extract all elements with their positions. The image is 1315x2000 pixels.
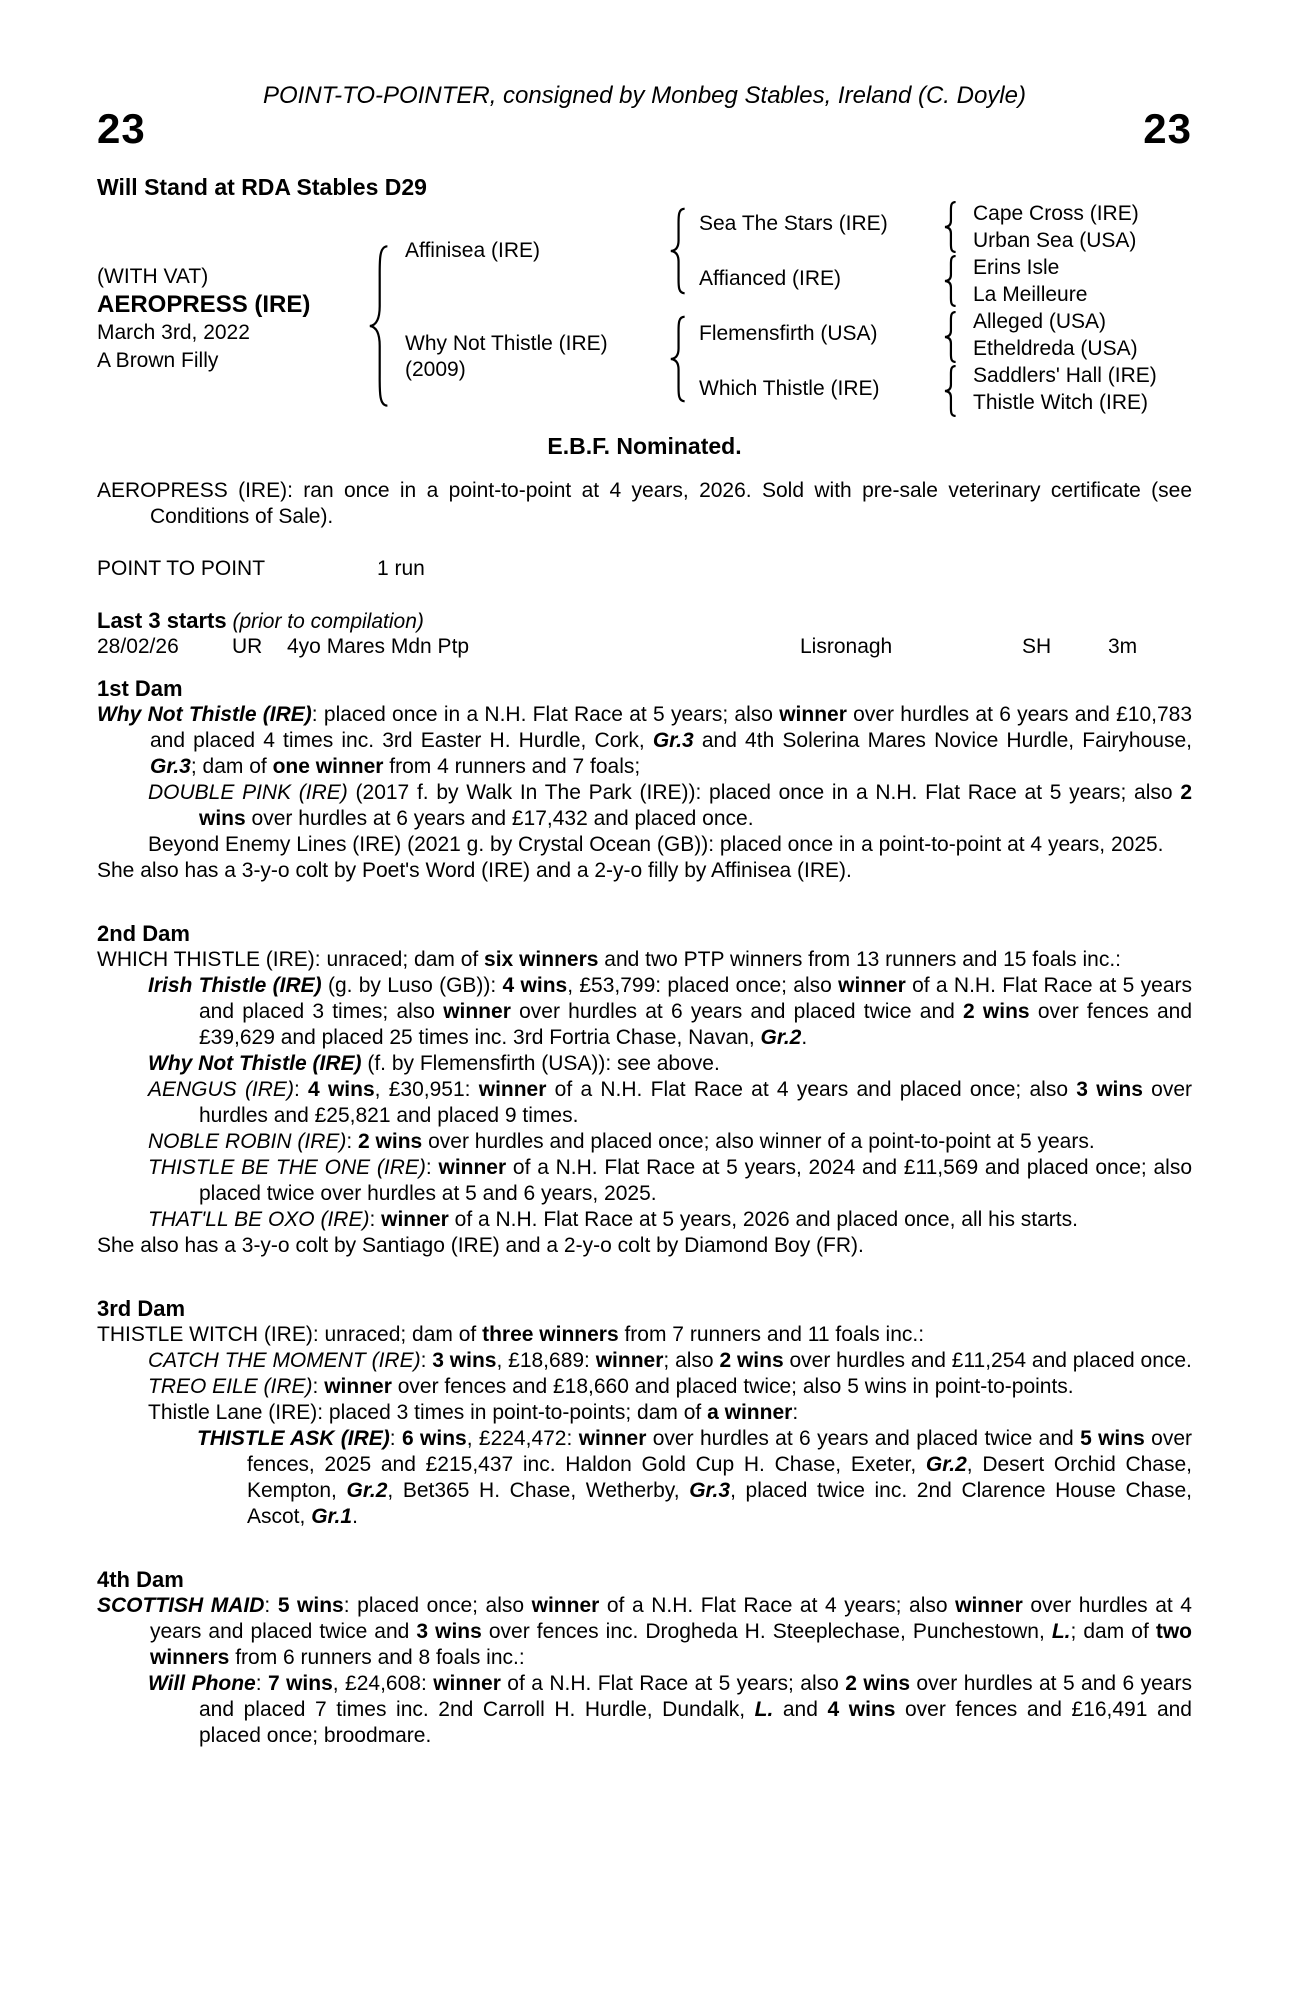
pedigree-brace-gen3-pair2 [942, 255, 959, 307]
pedigree-gen3-ancestor: Urban Sea (USA) [973, 229, 1137, 252]
pedigree-brace-gen3-pair1 [942, 201, 959, 253]
pedigree-paragraph [97, 1051, 1192, 1077]
text-run: from 6 runners and 8 foals inc.: [229, 1646, 525, 1669]
text-run: of a N.H. Flat Race at 4 years; also [599, 1594, 956, 1617]
text-run: 4 wins [827, 1698, 896, 1721]
text-run: from 4 runners and 7 foals; [383, 755, 641, 778]
lot-number-left: 23 [97, 105, 146, 152]
text-run: winner [838, 974, 906, 997]
text-run: Gr.2 [925, 1453, 967, 1476]
pedigree-paragraph [97, 858, 1192, 884]
pedigree-gen3-ancestor: Cape Cross (IRE) [973, 202, 1139, 225]
ebf-nomination-note: E.B.F. Nominated. [547, 433, 742, 459]
pedigree-gen3-ancestor: Etheldreda (USA) [973, 337, 1138, 360]
text-run: 5 wins [1080, 1427, 1145, 1450]
text-run: winner [381, 1208, 449, 1231]
text-run: over hurdles and £11,254 and placed once. [783, 1349, 1192, 1372]
page-title: POINT-TO-POINTER, consigned by Monbeg Stables, Ireland (C. Doyle) [263, 82, 1026, 109]
text-run: over hurdles at 4 years and placed twice and [150, 1594, 1192, 1643]
text-run: ; dam of [1070, 1620, 1156, 1643]
subject-colour-sex: A Brown Filly [97, 349, 219, 372]
text-run: : [312, 1375, 325, 1398]
text-run: : placed once; also [343, 1594, 532, 1617]
text-run: : [293, 1078, 309, 1101]
pedigree-sire: Affinisea (IRE) [405, 239, 540, 262]
pedigree-paragraph [97, 1233, 1192, 1259]
pedigree-paragraph [97, 1400, 1192, 1426]
text-run: SCOTTISH MAID [97, 1594, 265, 1617]
text-run: 4 wins [502, 974, 568, 997]
text-run: over hurdles at 6 years and £10,783 and placed 4 times inc. 3rd Easter H. Hurdle, Cork, [150, 703, 1192, 752]
pedigree-paragraph [97, 947, 1192, 973]
text-run: THISTLE ASK (IRE) [197, 1427, 390, 1450]
text-run: Will Phone [148, 1672, 256, 1695]
text-run: : [264, 1594, 278, 1617]
text-run: and [773, 1698, 828, 1721]
text-run: three winners [482, 1323, 619, 1346]
text-run: winner [324, 1375, 392, 1398]
pedigree-gen3-ancestor: Erins Isle [973, 256, 1060, 279]
text-run: She also has a 3-y-o colt by Santiago (IRE) and a 2-y-o colt by Diamond Boy (FR). [97, 1234, 864, 1257]
stand-location-note: Will Stand at RDA Stables D29 [97, 174, 427, 200]
text-run: AEROPRESS (IRE): ran once in a point-to-point at 4 years, 2026. Sold with pre-sale veterinary certificate (see Conditions of Sale). [97, 479, 1192, 528]
text-run: Gr.3 [150, 755, 191, 778]
text-run: over hurdles at 6 years and placed twice and [646, 1427, 1081, 1450]
text-run: over fences and £39,629 and placed 25 times inc. 3rd Fortria Chase, Navan, [199, 1000, 1193, 1049]
text-run: 5 wins [277, 1594, 344, 1617]
text-run: (2017 f. by Walk In The Park (IRE)): placed once in a N.H. Flat Race at 5 years; also [347, 781, 1181, 804]
text-run: Thistle Lane (IRE): placed 3 times in point-to-points; dam of [148, 1401, 708, 1424]
last-starts-heading [97, 608, 1192, 634]
text-run: , £24,608: [332, 1672, 434, 1695]
dam-heading: 1st Dam [97, 676, 183, 701]
text-run: Gr.3 [689, 1479, 731, 1502]
text-run: Gr.1 [311, 1505, 353, 1528]
text-run: WHICH THISTLE (IRE): unraced; dam of [97, 948, 485, 971]
start-race-name: 4yo Mares Mdn Ptp [287, 635, 470, 658]
text-run: L. [1051, 1620, 1071, 1643]
start-date: 28/02/26 [97, 635, 179, 658]
text-run: . [352, 1505, 358, 1528]
text-run: TREO EILE (IRE) [148, 1375, 313, 1398]
text-run: 2 wins [199, 781, 1192, 830]
text-run: winner [443, 1000, 511, 1023]
dam-section [97, 676, 1192, 884]
pedigree-dam [405, 331, 608, 383]
text-run: THAT'LL BE OXO (IRE) [148, 1208, 370, 1231]
pedigree-brace-sire [667, 207, 689, 295]
pedigree-paragraph [97, 1426, 1192, 1530]
text-run: : [369, 1208, 382, 1231]
last-starts-block [97, 608, 1192, 660]
text-run: , £18,689: [496, 1349, 596, 1372]
text-run: winner [595, 1349, 664, 1372]
dam-heading: 2nd Dam [97, 921, 190, 946]
start-distance: 3m [1108, 635, 1138, 658]
text-run: Gr.2 [760, 1026, 802, 1049]
text-run: ; also [663, 1349, 720, 1372]
dam-section [97, 1296, 1192, 1530]
text-run: of a N.H. Flat Race at 5 years and placed 3 times; also [199, 974, 1193, 1023]
text-run: : [346, 1130, 359, 1153]
text-run: (g. by Luso (GB)): [321, 974, 503, 997]
text-run: Gr.2 [346, 1479, 388, 1502]
text-run: a winner [707, 1401, 793, 1424]
text-run: two winners [150, 1620, 1192, 1669]
pedigree-gen2-dam-sire: Flemensfirth (USA) [699, 322, 878, 345]
text-run: : [389, 1427, 402, 1450]
text-run: winner [578, 1427, 647, 1450]
pedigree-paragraph [97, 780, 1192, 832]
text-run: : [792, 1401, 799, 1424]
text-run: over hurdles and placed once; also winner of a point-to-point at 5 years. [422, 1130, 1095, 1153]
text-run: over hurdles at 6 years and £17,432 and placed once. [245, 807, 754, 830]
text-run: winner [478, 1078, 547, 1101]
pedigree-paragraph [97, 832, 1192, 858]
pedigree-dam-name: Why Not Thistle (IRE) [405, 332, 608, 355]
pedigree-gen2-sire-dam: Affianced (IRE) [699, 267, 842, 290]
text-run: Gr.3 [652, 729, 694, 752]
text-run: DOUBLE PINK (IRE) [148, 781, 348, 804]
text-run: Irish Thistle (IRE) [148, 974, 322, 997]
vat-note: (WITH VAT) [97, 265, 209, 288]
text-run: six winners [484, 948, 599, 971]
text-run: 3 wins [1076, 1078, 1143, 1101]
text-run: of a N.H. Flat Race at 5 years, 2024 and £11,569 and placed once; also placed twice over hurdles at 5 and 6 years, 2025. [199, 1156, 1193, 1205]
pedigree-paragraph [97, 1671, 1192, 1749]
pedigree-gen2-dam-dam: Which Thistle (IRE) [699, 377, 880, 400]
pedigree-paragraph [97, 702, 1192, 780]
dam-heading: 3rd Dam [97, 1296, 186, 1321]
record-run-count: 1 run [377, 557, 425, 580]
pedigree-brace-dam [667, 315, 689, 403]
pedigree-gen3-ancestor: Thistle Witch (IRE) [973, 391, 1149, 414]
pedigree-dam-year: (2009) [405, 358, 466, 381]
subject-foaling-date: March 3rd, 2022 [97, 321, 250, 344]
subject-block [97, 263, 310, 375]
lot-number-right: 23 [1143, 105, 1192, 152]
text-run: winner [438, 1156, 507, 1179]
text-run: THISTLE WITCH (IRE): unraced; dam of [97, 1323, 483, 1346]
text-run: , Bet365 H. Chase, Wetherby, [387, 1479, 690, 1502]
text-run: : [420, 1349, 433, 1372]
pedigree-paragraph [97, 1207, 1192, 1233]
pedigree-paragraph [97, 1593, 1192, 1671]
pedigree-brace-gen3-pair4 [942, 365, 959, 417]
text-run: 3 wins [432, 1349, 497, 1372]
dam-heading: 4th Dam [97, 1567, 184, 1592]
text-run: 2 wins [963, 1000, 1030, 1023]
race-record-row [97, 556, 1192, 582]
text-run: NOBLE ROBIN (IRE) [148, 1130, 347, 1153]
text-run: , £53,799: placed once; also [567, 974, 839, 997]
dam-section [97, 921, 1192, 1259]
text-run: 4 wins [308, 1078, 375, 1101]
text-run: Beyond Enemy Lines (IRE) (2021 g. by Crystal Ocean (GB)): placed once in a point-to-point at 4 years, 2025. [148, 833, 1164, 856]
text-run: winner [955, 1594, 1023, 1617]
pedigree-paragraph [97, 1322, 1192, 1348]
pedigree-gen3-ancestor: Alleged (USA) [973, 310, 1107, 333]
pedigree-paragraph [97, 1129, 1192, 1155]
start-result: UR [232, 635, 263, 658]
text-run: and two PTP winners from 13 runners and 15 foals inc.: [598, 948, 1121, 971]
pedigree-paragraph [97, 1155, 1192, 1207]
subject-horse-name: AEROPRESS (IRE) [97, 291, 311, 318]
last-starts-note: (prior to compilation) [232, 610, 424, 633]
dam-sections [97, 676, 1192, 1749]
text-run: over fences inc. Drogheda H. Steeplechase, Punchestown, [481, 1620, 1052, 1643]
text-run: 2 wins [719, 1349, 784, 1372]
text-run: winner [779, 703, 847, 726]
text-run: She also has a 3-y-o colt by Poet's Word (IRE) and a 2-y-o filly by Affinisea (IRE). [97, 859, 852, 882]
text-run: winner [433, 1672, 501, 1695]
dam-section [97, 1567, 1192, 1749]
text-run: of a N.H. Flat Race at 5 years; also [500, 1672, 846, 1695]
pedigree-gen3-ancestor: La Meilleure [973, 283, 1088, 306]
text-run: over fences, 2025 and £215,437 inc. Haldon Gold Cup H. Chase, Exeter, [247, 1427, 1192, 1476]
text-run: , £30,951: [374, 1078, 479, 1101]
text-run: : [255, 1672, 268, 1695]
text-run: Why Not Thistle (IRE) [148, 1052, 362, 1075]
text-run: over fences and £18,660 and placed twice; also 5 wins in point-to-points. [391, 1375, 1074, 1398]
pedigree-paragraph [97, 973, 1192, 1051]
text-run: over hurdles and £25,821 and placed 9 times. [199, 1078, 1192, 1127]
text-run: and 4th Solerina Mares Novice Hurdle, Fairyhouse, [693, 729, 1192, 752]
text-run: THISTLE BE THE ONE (IRE) [148, 1156, 426, 1179]
text-run: of a N.H. Flat Race at 5 years, 2026 and placed once, all his starts. [448, 1208, 1078, 1231]
text-run: : placed once in a N.H. Flat Race at 5 years; also [311, 703, 780, 726]
text-run: Why Not Thistle (IRE) [97, 703, 312, 726]
start-going: SH [1022, 635, 1052, 658]
pedigree-paragraph [97, 1348, 1192, 1374]
catalogue-body [97, 433, 1192, 1749]
record-category: POINT TO POINT [97, 557, 266, 580]
start-venue: Lisronagh [800, 635, 893, 658]
text-run: from 7 runners and 11 foals inc.: [618, 1323, 925, 1346]
text-run: of a N.H. Flat Race at 4 years and placed once; also [546, 1078, 1077, 1101]
last-starts-title: Last 3 starts [97, 608, 227, 633]
text-run: 6 wins [401, 1427, 467, 1450]
text-run: 2 wins [358, 1130, 423, 1153]
text-run: , £224,472: [466, 1427, 579, 1450]
text-run: CATCH THE MOMENT (IRE) [148, 1349, 421, 1372]
text-run: 7 wins [268, 1672, 333, 1695]
text-run: , Desert Orchid Chase, Kempton, [247, 1453, 1192, 1502]
text-run: (f. by Flemensfirth (USA)): see above. [361, 1052, 720, 1075]
pedigree-brace-gen3-pair3 [942, 311, 959, 363]
text-run: over hurdles at 5 and 6 years and placed 7 times inc. 2nd Carroll H. Hurdle, Dundalk, [199, 1672, 1192, 1721]
text-run: AENGUS (IRE) [148, 1078, 294, 1101]
text-run: over fences and £16,491 and placed once; broodmare. [199, 1698, 1192, 1747]
text-run: . [801, 1026, 808, 1049]
pedigree-gen2-sire-sire: Sea The Stars (IRE) [699, 212, 888, 235]
pedigree-tree [97, 195, 1217, 427]
pedigree-paragraph [97, 1374, 1192, 1400]
text-run: winner [531, 1594, 600, 1617]
sale-condition-paragraph [97, 478, 1192, 530]
text-run: one winner [272, 755, 384, 778]
text-run: 2 wins [845, 1672, 911, 1695]
text-run: , placed twice inc. 2nd Clarence House Chase, Ascot, [247, 1479, 1192, 1528]
pedigree-brace-main [365, 243, 393, 409]
pedigree-gen3-ancestor: Saddlers' Hall (IRE) [973, 364, 1157, 387]
text-run: 3 wins [416, 1620, 482, 1643]
text-run: ; dam of [190, 755, 273, 778]
pedigree-paragraph [97, 1077, 1192, 1129]
text-run: over hurdles at 6 years and placed twice and [510, 1000, 964, 1023]
text-run: : [425, 1156, 439, 1179]
start-row [97, 634, 1192, 660]
text-run: L. [754, 1698, 774, 1721]
